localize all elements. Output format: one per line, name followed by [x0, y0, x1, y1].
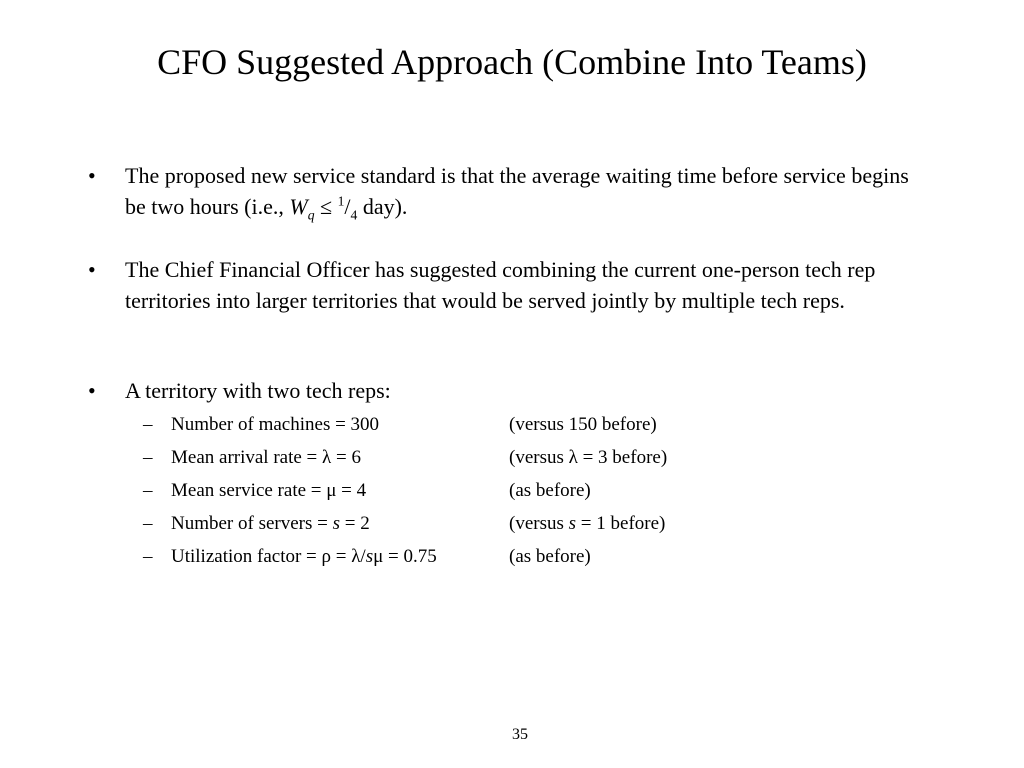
sub-item-machines	[143, 413, 743, 437]
label-part: μ = 0.75	[373, 546, 437, 567]
fraction-denominator: 4	[350, 207, 358, 223]
sub-item-note: (versus 150 before)	[509, 414, 657, 435]
less-equal-operator: ≤	[314, 194, 338, 219]
bullet-text: The Chief Financial Officer has suggested combining the current one-person tech rep territories into larger territories that would be served jointly by multiple tech reps.	[125, 257, 876, 313]
page-number: 35	[512, 726, 528, 743]
waiting-time-subscript: q	[307, 207, 315, 223]
label-part: = 2	[340, 513, 370, 534]
sub-item-arrival-rate	[143, 446, 743, 470]
fraction-slash: /	[344, 194, 351, 219]
sub-item-note: (as before)	[509, 546, 591, 567]
sub-item-label: Number of machines = 300	[171, 414, 380, 435]
fraction-numerator: 1	[337, 193, 345, 209]
label-part: Number of servers =	[171, 513, 333, 534]
waiting-time-variable: W	[289, 194, 308, 219]
bullet-marker: •	[88, 378, 96, 403]
bullet-text: A territory with two tech reps:	[125, 378, 391, 403]
note-part: = 1 before)	[576, 513, 666, 534]
sub-item-utilization	[143, 545, 743, 569]
sub-item-label: Mean service rate = μ = 4	[171, 480, 367, 501]
servers-variable: s	[365, 546, 374, 567]
sub-item-marker: –	[143, 414, 153, 435]
sub-item-label	[171, 545, 437, 569]
servers-variable: s	[332, 513, 341, 534]
sub-item-servers	[143, 512, 743, 536]
sub-item-note: (as before)	[509, 480, 591, 501]
bullet-text-part: day).	[357, 194, 408, 219]
note-part: (versus	[509, 513, 569, 534]
sub-item-label	[171, 512, 370, 536]
label-part: Utilization factor = ρ = λ/	[171, 546, 366, 567]
slide-title: CFO Suggested Approach (Combine Into Teams)	[157, 42, 867, 82]
sub-item-note: (versus λ = 3 before)	[509, 447, 668, 468]
sub-item-marker: –	[143, 513, 153, 534]
bullet-text-part: The proposed new service standard is that the average waiting time before service begins be two hours (i.e.,	[125, 163, 909, 219]
sub-item-service-rate	[143, 479, 743, 503]
sub-item-note	[509, 512, 665, 536]
bullet-marker: •	[88, 163, 96, 188]
sub-item-marker: –	[143, 546, 153, 567]
sub-item-marker: –	[143, 447, 153, 468]
servers-variable: s	[568, 513, 577, 534]
sub-item-marker: –	[143, 480, 153, 501]
sub-item-label: Mean arrival rate = λ = 6	[171, 447, 361, 468]
bullet-text	[125, 160, 925, 222]
bullet-marker: •	[88, 257, 96, 282]
